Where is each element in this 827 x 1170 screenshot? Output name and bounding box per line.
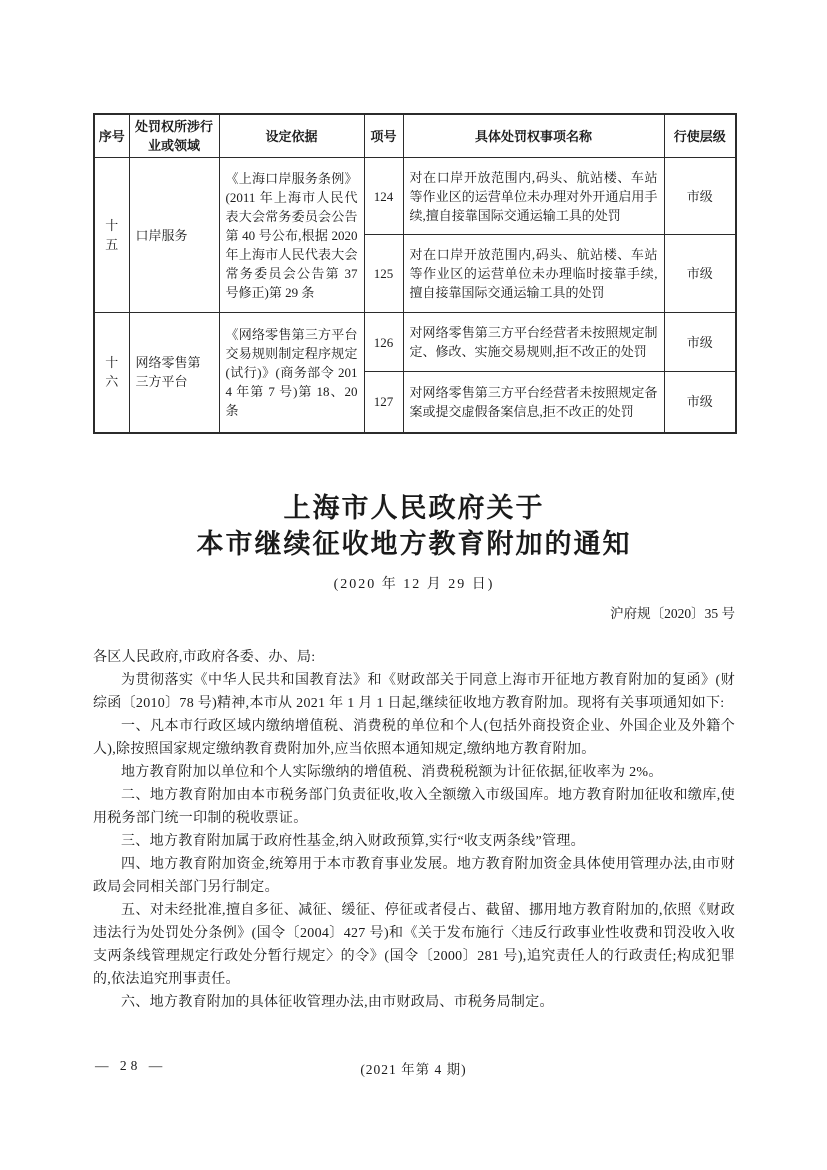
item-name-cell: 对网络零售第三方平台经营者未按照规定备案或提交虚假备案信息,拒不改正的处罚 bbox=[403, 372, 664, 433]
content-column bbox=[93, 113, 735, 1014]
group-index-cell: 十六 bbox=[94, 313, 129, 433]
table-row bbox=[94, 158, 736, 235]
notice-body bbox=[93, 646, 735, 1014]
col-header-index: 序号 bbox=[94, 114, 129, 158]
item-name-cell: 对在口岸开放范围内,码头、航站楼、车站等作业区的运营单位未办理对外开通启用手续,擅自接靠国际交通运输工具的处罚 bbox=[403, 158, 664, 235]
col-header-level: 行使层级 bbox=[664, 114, 736, 158]
notice-title-line1: 上海市人民政府关于 bbox=[283, 492, 545, 523]
item-level-cell: 市级 bbox=[664, 235, 736, 313]
item-no-cell: 126 bbox=[364, 313, 403, 372]
group-industry-cell: 网络零售第三方平台 bbox=[129, 313, 219, 433]
group-industry-cell: 口岸服务 bbox=[129, 158, 219, 313]
page-number: — 28 — bbox=[95, 1058, 167, 1073]
notice-doc-number: 沪府规〔2020〕35 号 bbox=[610, 605, 735, 621]
notice-title-line2: 本市继续征收地方教育附加的通知 bbox=[196, 528, 632, 559]
notice-date: (2020 年 12 月 29 日) bbox=[333, 576, 495, 592]
notice-paragraph: 五、对未经批准,擅自多征、减征、缓征、停征或者侵占、截留、挪用地方教育附加的,依照《财政违法行为处罚处分条例》(国令〔2004〕427 号)和《关于发布施行〈违反行政事业性收费和罚没收入收支两条线管理规定行政处分暂行规定〉的令》(国令〔2000〕281 号),追究责任人的行政责任;构成犯罪的,依法追究刑事责任。 bbox=[93, 902, 735, 987]
item-level-cell: 市级 bbox=[664, 158, 736, 235]
item-name-cell: 对在口岸开放范围内,码头、航站楼、车站等作业区的运营单位未办理临时接靠手续,擅自接靠国际交通运输工具的处罚 bbox=[403, 235, 664, 313]
col-header-industry: 处罚权所涉行业或领域 bbox=[129, 114, 219, 158]
notice-paragraph: 地方教育附加以单位和个人实际缴纳的增值税、消费税税额为计征依据,征收率为 2%。 bbox=[121, 764, 663, 780]
issue-label: (2021 年第 4 期) bbox=[360, 1062, 467, 1077]
notice-paragraph: 四、地方教育附加资金,统筹用于本市教育事业发展。地方教育附加资金具体使用管理办法,由市财政局会同相关部门另行制定。 bbox=[93, 856, 735, 895]
item-no-cell: 127 bbox=[364, 372, 403, 433]
group-index-cell: 十五 bbox=[94, 158, 129, 313]
item-no-cell: 125 bbox=[364, 235, 403, 313]
notice-paragraph: 一、凡本市行政区域内缴纳增值税、消费税的单位和个人(包括外商投资企业、外国企业及外籍个人),除按照国家规定缴纳教育费附加外,应当依照本通知规定,缴纳地方教育附加。 bbox=[93, 718, 735, 757]
item-name-cell: 对网络零售第三方平台经营者未按照规定制定、修改、实施交易规则,拒不改正的处罚 bbox=[403, 313, 664, 372]
group-basis-cell: 《上海口岸服务条例》(2011 年上海市人民代表大会常务委员会公告第 40 号公布,根据 2020 年上海市人民代表大会常务委员会公告第 37 号修正)第 29 条 bbox=[219, 158, 364, 313]
col-header-item-name: 具体处罚权事项名称 bbox=[403, 114, 664, 158]
notice-paragraph: 六、地方教育附加的具体征收管理办法,由市财政局、市税务局制定。 bbox=[121, 994, 554, 1010]
item-level-cell: 市级 bbox=[664, 372, 736, 433]
col-header-basis: 设定依据 bbox=[219, 114, 364, 158]
penalty-items-table bbox=[93, 113, 737, 434]
table-header-row bbox=[94, 114, 736, 158]
notice-paragraph: 为贯彻落实《中华人民共和国教育法》和《财政部关于同意上海市开征地方教育附加的复函》(财综函〔2010〕78 号)精神,本市从 2021 年 1 月 1 日起,继续征收地方教育附加。现将有关事项通知如下: bbox=[93, 672, 735, 711]
item-no-cell: 124 bbox=[364, 158, 403, 235]
col-header-item-no: 项号 bbox=[364, 114, 403, 158]
item-level-cell: 市级 bbox=[664, 313, 736, 372]
notice-paragraph: 三、地方教育附加属于政府性基金,纳入财政预算,实行“收支两条线”管理。 bbox=[121, 833, 585, 849]
notice-salutation: 各区人民政府,市政府各委、办、局: bbox=[93, 649, 316, 665]
notice-title bbox=[93, 490, 735, 562]
group-basis-cell: 《网络零售第三方平台交易规则制定程序规定(试行)》(商务部令 2014 年第 7 号)第 18、20 条 bbox=[219, 313, 364, 433]
page-footer bbox=[0, 1058, 827, 1078]
notice-paragraph: 二、地方教育附加由本市税务部门负责征收,收入全额缴入市级国库。地方教育附加征收和缴库,使用税务部门统一印制的税收票证。 bbox=[93, 787, 735, 826]
table-row bbox=[94, 313, 736, 372]
